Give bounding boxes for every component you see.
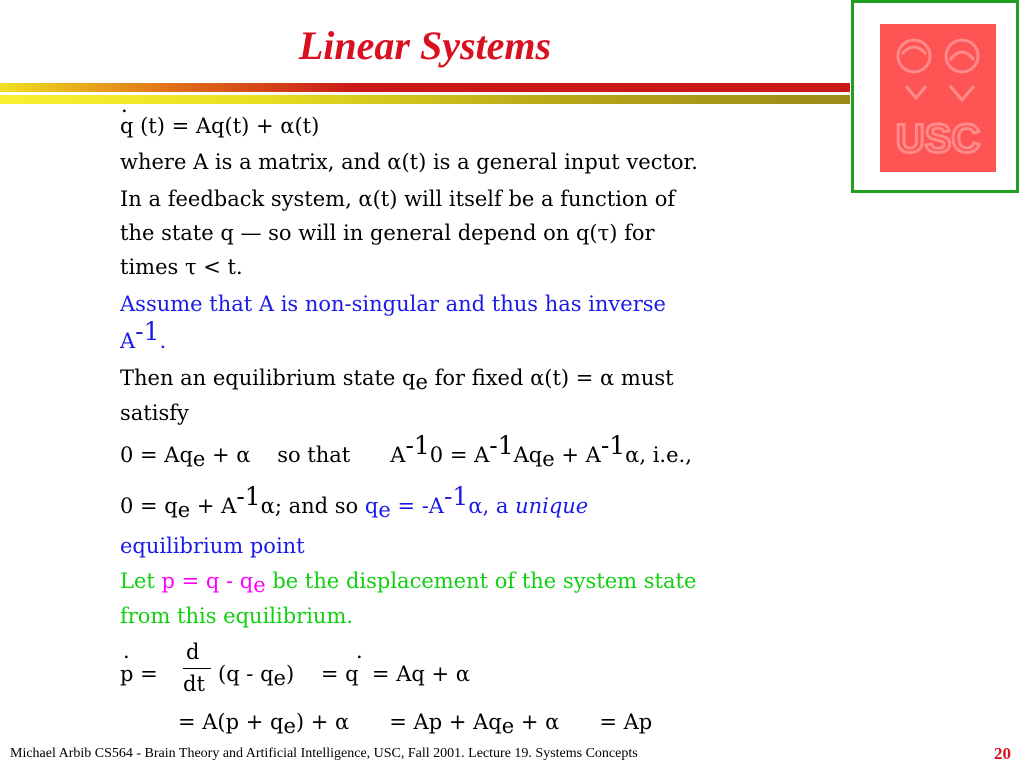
header-stripe-red: [0, 83, 850, 92]
derivative-rhs: (q - qe) = q = Aq + α: [218, 662, 470, 690]
equilibrium-line-2: satisfy: [120, 401, 189, 425]
equation-unique-cont: equilibrium point: [120, 534, 305, 558]
time-derivative-dot: .: [121, 93, 128, 117]
equation-inverse: 0 = Aqe + α so that A-10 = A-1Aqe + A-1α, i.e.,: [120, 431, 692, 471]
page-number: 20: [994, 744, 1011, 763]
derivation-final: = A(p + qe) + α = Ap + Aqe + α = Ap: [178, 710, 653, 738]
assume-line-2: A-1.: [120, 317, 167, 353]
fraction-numerator: d: [186, 640, 200, 664]
body-line-state: the state q — so will in general depend on q(τ) for: [120, 221, 655, 245]
slide-title: Linear Systems: [298, 23, 552, 68]
equation-unique: 0 = qe + A-1α; and so qe = -A-1α, a unique: [120, 482, 589, 522]
displacement-line-2: from this equilibrium.: [120, 604, 354, 628]
displacement-line-1: Let p = q - qe be the displacement of the system state: [120, 569, 697, 597]
assume-line-1: Assume that A is non-singular and thus has inverse: [120, 292, 666, 316]
usc-logo-graphic: [880, 24, 996, 172]
equilibrium-line-1: Then an equilibrium state qe for fixed α(t) = α must: [120, 366, 674, 394]
fraction-bar: [183, 668, 211, 669]
logo-text: USC: [895, 117, 981, 161]
derivative-lhs: p =: [120, 662, 158, 686]
body-line-feedback: In a feedback system, α(t) will itself be a function of: [120, 187, 676, 211]
body-line-matrix: where A is a matrix, and α(t) is a general input vector.: [120, 150, 698, 174]
body-line-times: times τ < t.: [120, 255, 243, 279]
footer-citation: Michael Arbib CS564 - Brain Theory and Artificial Intelligence, USC, Fall 2001. Lecture 19. Systems Concepts: [10, 746, 638, 761]
q-dot: .: [356, 639, 363, 663]
state-equation: q (t) = Aq(t) + α(t): [120, 114, 320, 138]
p-dot: .: [123, 639, 130, 663]
fraction-denominator: dt: [183, 672, 205, 696]
usc-logo: [880, 24, 996, 172]
